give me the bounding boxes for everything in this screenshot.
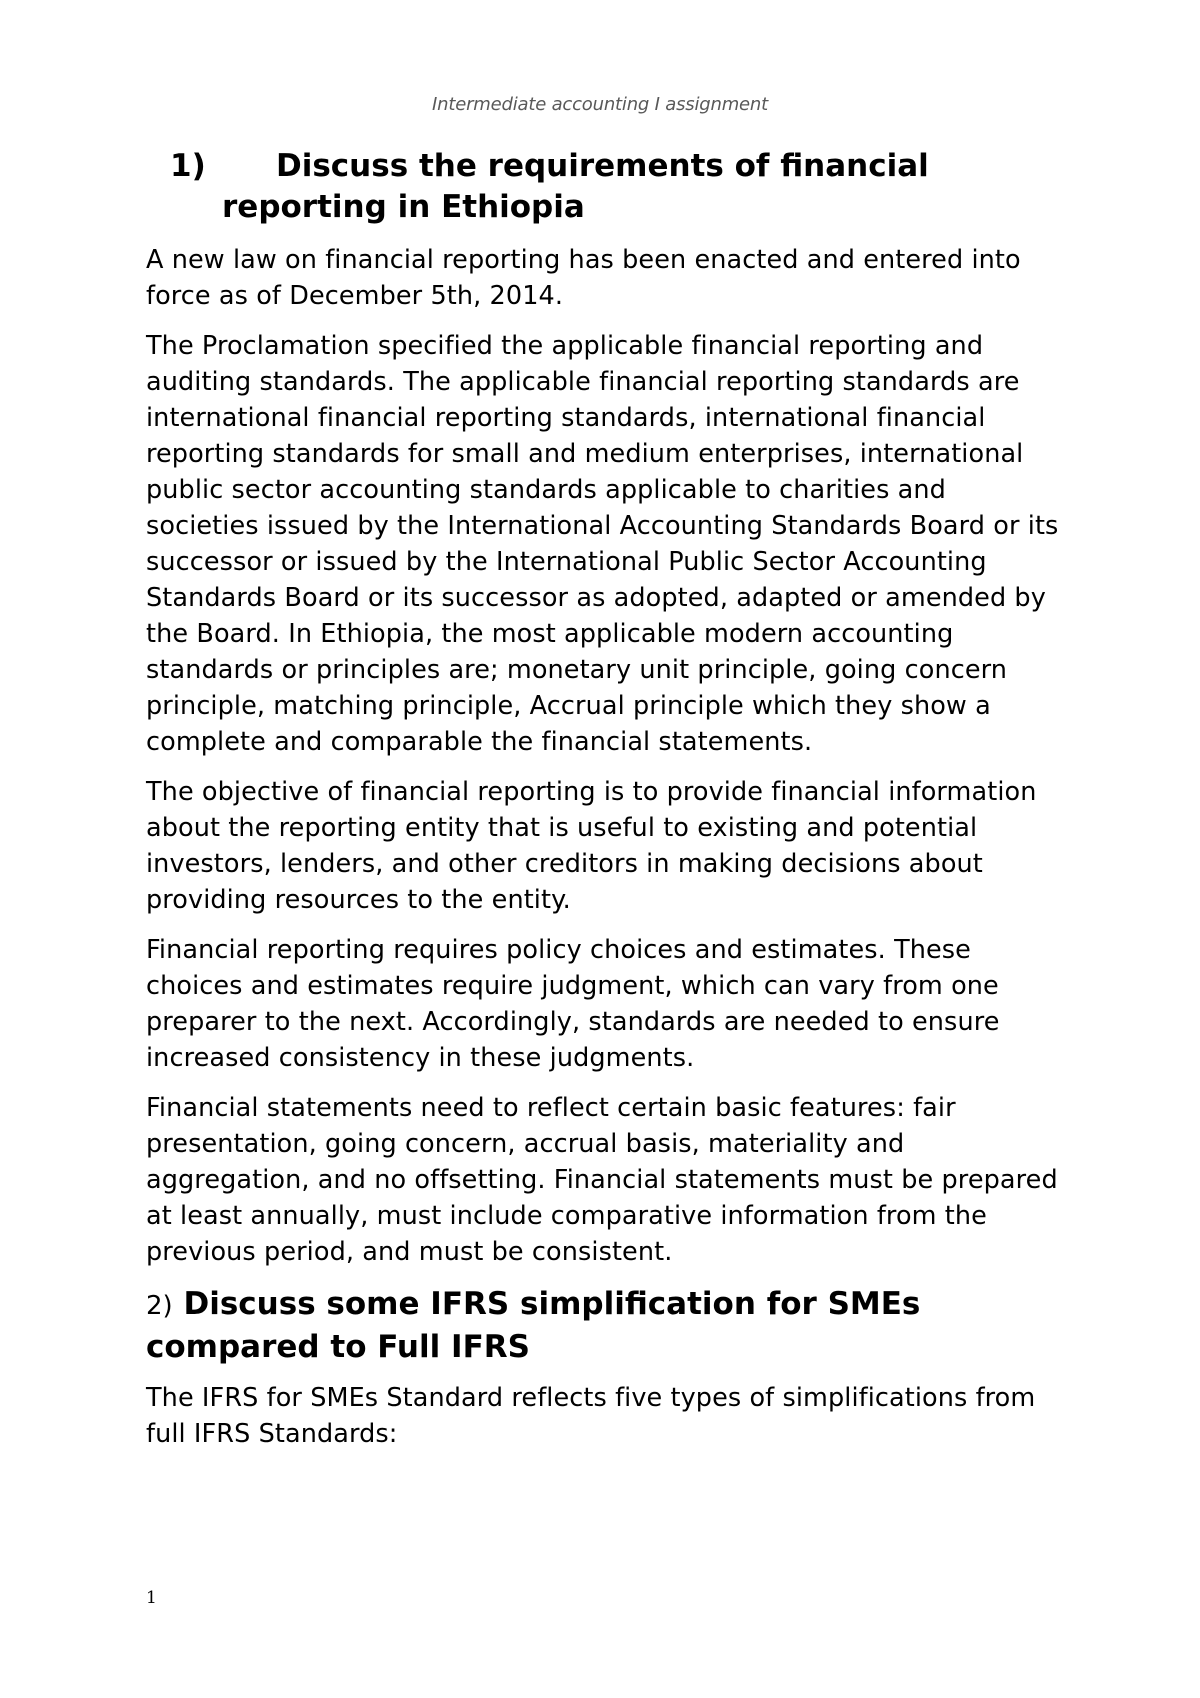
document-body — [146, 146, 1066, 1466]
section-1-title-line1: Discuss the requirements of financial — [276, 148, 929, 184]
section-1-heading — [146, 146, 1066, 228]
running-header: Intermediate accounting I assignment — [432, 94, 768, 115]
section-1-paragraph: Financial statements need to reflect certain basic features: fair presentation, going concern, accrual basis, materiality and aggregation, and no offsetting. Financial statements must be prepared at least annually, must include comparative information from the previous period, and must be consistent. — [146, 1093, 1058, 1267]
section-2-heading — [146, 1284, 1066, 1368]
section-2-number: 2) — [146, 1291, 173, 1321]
section-1-paragraph: The objective of financial reporting is to provide financial information about the reporting entity that is useful to existing and potential investors, lenders, and other creditors in making decisions about providing resources to the entity. — [146, 777, 1037, 915]
page-number: 1 — [146, 1588, 157, 1608]
section-2-paragraph: The IFRS for SMEs Standard reflects five types of simplifications from full IFRS Standards: — [146, 1383, 1036, 1449]
section-1-paragraph: The Proclamation specified the applicable financial reporting and auditing standards. The applicable financial reporting standards are international financial reporting standards, international financial reporting standards for small and medium enterprises, international public sector accounting standards applicable to charities and societies issued by the International Accounting Standards Board or its successor or issued by the International Public Sector Accounting Standards Board or its successor as adopted, adapted or amended by the Board. In Ethiopia, the most applicable modern accounting standards or principles are; monetary unit principle, going concern principle, matching principle, Accrual principle which they show a complete and comparable the financial statements. — [146, 331, 1059, 757]
section-1-paragraph: Financial reporting requires policy choices and estimates. These choices and estimates require judgment, which can vary from one preparer to the next. Accordingly, standards are needed to ensure increased consistency in these judgments. — [146, 935, 1000, 1073]
section-2-title: Discuss some IFRS simplification for SMEs compared to Full IFRS — [146, 1286, 921, 1365]
section-1-title-line2: reporting in Ethiopia — [222, 189, 585, 225]
section-1-paragraph: A new law on financial reporting has been enacted and entered into force as of December 5th, 2014. — [146, 245, 1021, 311]
section-1-number: 1) — [170, 148, 206, 184]
